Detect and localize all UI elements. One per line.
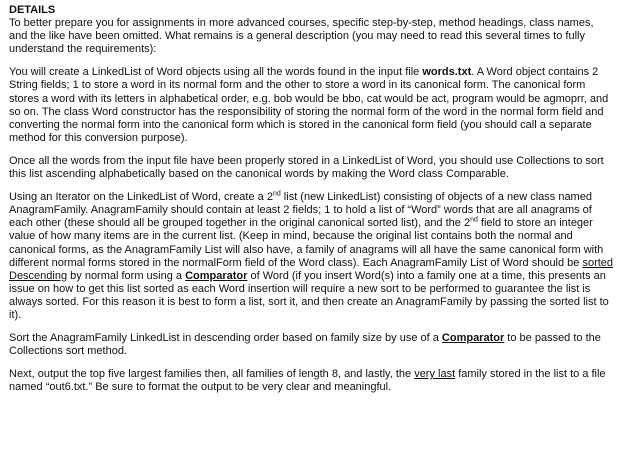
output-text-2: family stored in the list to a file named “out6.txt.” Be sure to format the output to be very clear and meaningful. (9, 368, 606, 394)
family-sort-text-1: Sort the AnagramFamily LinkedList in descending order based on family size by use of a (9, 332, 442, 345)
family-sort-paragraph (9, 332, 614, 358)
ordinal-suffix-2: nd (470, 216, 478, 224)
comparator-emphasis-1: Comparator (185, 269, 248, 282)
anagram-text-3: field to store an integer value of how many items are in the current list. (Keep in mind, because the original list contains both the normal and canonical forms, as the AnagramFamily List will also have, a family of anagrams will all have the same canonical form with different normal forms stored in the normalForm field of the Word class). Each AnagramFamily List of Word should be (9, 217, 604, 269)
very-last-emphasis: very last (414, 368, 456, 381)
details-heading: DETAILS (9, 4, 56, 16)
anagram-text-1: Using an Iterator on the LinkedList of Word, create a 2 (9, 191, 273, 204)
word-class-paragraph (9, 66, 614, 145)
collections-sort-paragraph: Once all the words from the input file have been properly stored in a LinkedList of Word, you should use Collections to sort this list ascending alphabetically based on the canonical words by making the Word class Comparable. (9, 154, 604, 181)
intro-paragraph: To better prepare you for assignments in more advanced courses, specific step-by-step, method headings, class names, and the like have been omitted. What remains is a general description (you may need to read this several times to fully understand the requirements): (9, 17, 594, 56)
anagram-text-2: list (new LinkedList) consisting of objects of a new class named AnagramFamily. AnagramFamily should contain at least 2 fields; 1 to hold a list of “Word” words that are all anagrams of each other (these should all be grouped together in the original canonical sorted list), and the 2 (9, 191, 592, 230)
anagram-text-5: of Word (if you insert Word(s) into a family one at a time, this presents an issue on how to get this list sorted as each Word insertion will require a new sort to be performed to guarantee the list is always sorted. For this reason it is best to form a list, sort it, and then create an AnagramFamily by passing the sorted list to it). (9, 269, 609, 321)
word-class-text-2: . A Word object contains 2 String fields; 1 to store a word in its normal form and the other to store a word in its canonical form. The canonical form stores a word with its letters in alphabetical order, e.g. bob would be bbo, cat would be act, program would be agmoprr, and so on. The class Word constructor has the responsibility of storing the normal form of the word in the normal form field and converting the normal form into the canonical form which is stored in the canonical form field (you should call a separate method for this conversion purpose). (9, 66, 609, 144)
anagram-text-4: by normal form using a (67, 269, 186, 282)
ordinal-suffix-1: nd (272, 190, 281, 198)
output-paragraph (9, 368, 614, 394)
output-text-1: Next, output the top five largest families then, all families of length 8, and lastly, the (9, 368, 415, 381)
comparator-emphasis-2: Comparator (441, 332, 505, 345)
family-sort-text-2: to be passed to the Collections sort method. (9, 332, 601, 358)
word-class-text-1: You will create a LinkedList of Word objects using all the words found in the input file (9, 66, 423, 79)
anagram-family-paragraph (9, 191, 614, 322)
input-filename: words.txt (422, 66, 472, 79)
sorted-descending-emphasis: sorted Descending (9, 256, 614, 282)
